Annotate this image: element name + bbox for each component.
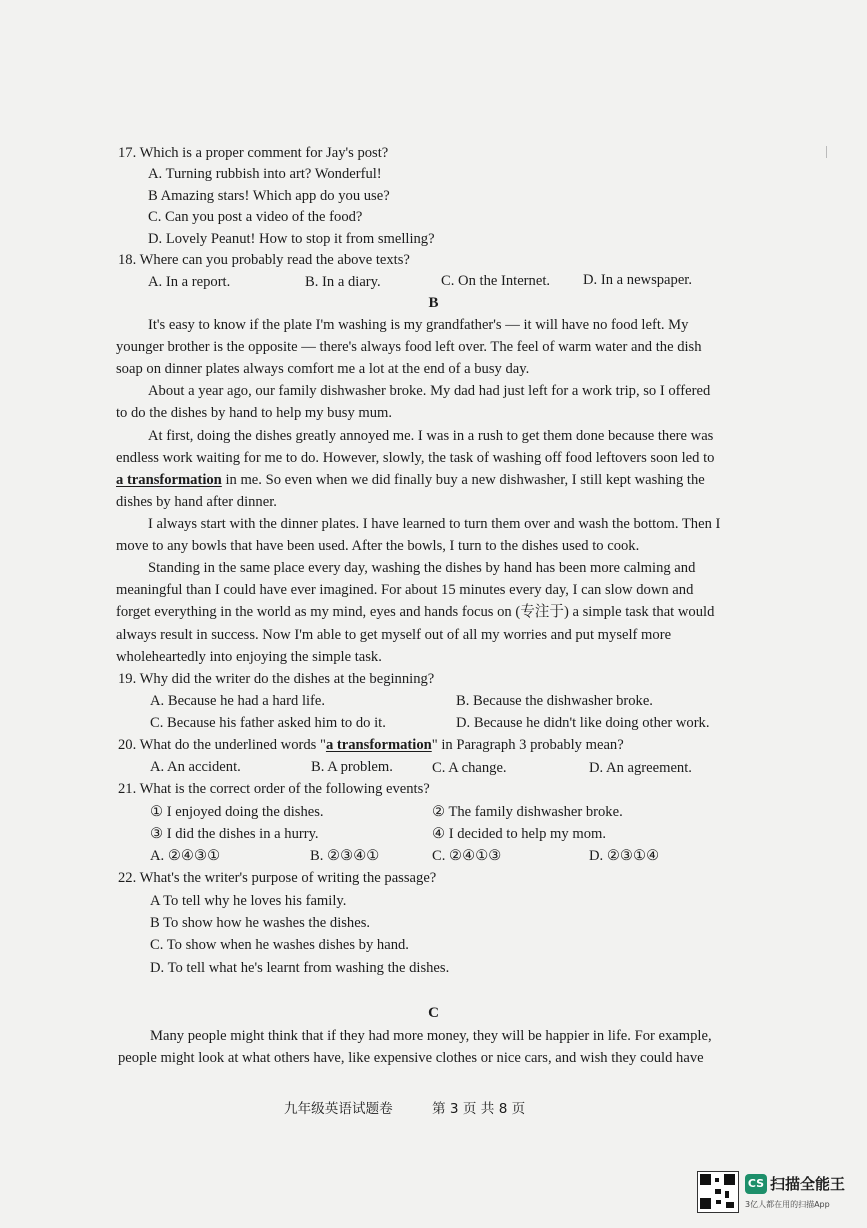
passage-c-line: people might look at what others have, like expensive clothes or nice cars, and wish they could have [118, 1050, 704, 1066]
camscanner-tagline: 3亿人都在用的扫描App [745, 1200, 830, 1209]
passage-b-line: wholeheartedly into enjoying the simple task. [116, 649, 382, 665]
q20-option-d: D. An agreement. [589, 760, 692, 776]
underlined-phrase: a transformation [116, 472, 222, 488]
q19-option-d: D. Because he didn't like doing other work. [456, 715, 710, 731]
section-b-heading: B [428, 295, 439, 311]
q18-stem: 18. Where can you probably read the above texts? [118, 252, 410, 268]
passage-c-line: Many people might think that if they had more money, they will be happier in life. For example, [150, 1028, 712, 1044]
passage-b-line-rest: in me. So even when we did finally buy a new dishwasher, I still kept washing the [225, 472, 705, 488]
camscanner-name: 扫描全能王 [770, 1175, 846, 1193]
passage-b-line: meaningful than I could have ever imagined. For about 15 minutes every day, I can slow down and [116, 582, 694, 598]
q19-option-b: B. Because the dishwasher broke. [456, 693, 653, 709]
q17-option-c: C. Can you post a video of the food? [148, 209, 363, 225]
qr-code-icon [697, 1171, 739, 1213]
q17-stem: 17. Which is a proper comment for Jay's post? [118, 145, 389, 161]
passage-b-line: I always start with the dinner plates. I have learned to turn them over and wash the bottom. Then I [148, 516, 721, 532]
q19-stem: 19. Why did the writer do the dishes at the beginning? [118, 671, 435, 687]
passage-b-line: forget everything in the world as my mind, eyes and hands focus on (专注于) a simple task that would [116, 604, 715, 620]
q21-option-b: B. ②③④① [310, 848, 380, 864]
q17-option-d: D. Lovely Peanut! How to stop it from smelling? [148, 231, 435, 247]
q18-option-d: D. In a newspaper. [583, 272, 693, 288]
q18-option-a: A. In a report. [148, 274, 231, 290]
passage-b-line: About a year ago, our family dishwasher broke. My dad had just left for a work trip, so I offered [148, 383, 711, 399]
q22-option-d: D. To tell what he's learnt from washing the dishes. [150, 960, 450, 976]
q20-option-b: B. A problem. [311, 759, 393, 775]
q21-event-2: ② The family dishwasher broke. [432, 804, 623, 820]
q18-option-b: B. In a diary. [305, 274, 381, 290]
camscanner-logo-icon: CS [745, 1174, 767, 1194]
q17-option-a: A. Turning rubbish into art? Wonderful! [148, 166, 382, 182]
passage-b-line-underlined [116, 471, 705, 489]
q21-event-4: ④ I decided to help my mom. [432, 826, 606, 842]
q19-option-a: A. Because he had a hard life. [150, 693, 326, 709]
scan-mark [826, 146, 827, 158]
passage-b-line: Standing in the same place every day, washing the dishes by hand has been more calming and [148, 560, 696, 576]
q20-stem-post: " in Paragraph 3 probably mean? [431, 737, 624, 753]
q22-stem: 22. What's the writer's purpose of writing the passage? [118, 870, 437, 886]
q20-option-a: A. An accident. [150, 759, 241, 775]
passage-b-line: move to any bowls that have been used. After the bowls, I turn to the dishes used to cook. [116, 538, 640, 554]
passage-b-line: always result in success. Now I'm able to get myself out of all my worries and put myself more [116, 627, 672, 643]
passage-b-line: soap on dinner plates always comfort me a lot at the end of a busy day. [116, 361, 530, 377]
q20-underlined-words: a transformation [325, 737, 432, 753]
section-c-heading: C [428, 1005, 439, 1021]
q21-stem: 21. What is the correct order of the following events? [118, 781, 430, 797]
passage-b-line: endless work waiting for me to do. However, slowly, the task of washing off food leftovers soon led to [116, 450, 715, 466]
passage-b-line: dishes by hand after dinner. [116, 494, 277, 510]
q21-event-3: ③ I did the dishes in a hurry. [150, 826, 319, 842]
q20-stem [118, 736, 624, 754]
passage-b-line: It's easy to know if the plate I'm washing is my grandfather's — it will have no food left. My [148, 317, 689, 333]
q20-stem-pre: 20. What do the underlined words " [118, 737, 326, 753]
q22-option-b: B To show how he washes the dishes. [150, 915, 371, 931]
passage-b-line: younger brother is the opposite — there's always food left over. The feel of warm water and the dish [116, 339, 702, 355]
q19-option-c: C. Because his father asked him to do it. [150, 715, 386, 731]
footer-title: 九年级英语试题卷 [284, 1101, 393, 1117]
q22-option-a: A To tell why he loves his family. [150, 893, 347, 909]
footer-page-number: 第 3 页 共 8 页 [432, 1101, 526, 1117]
passage-b-line: At first, doing the dishes greatly annoyed me. I was in a rush to get them done because there was [148, 428, 714, 444]
q17-option-b: B Amazing stars! Which app do you use? [148, 188, 390, 204]
passage-b-line: to do the dishes by hand to help my busy mum. [116, 405, 393, 421]
q18-option-c: C. On the Internet. [441, 273, 551, 289]
q21-option-c: C. ②④①③ [432, 848, 502, 864]
q22-option-c: C. To show when he washes dishes by hand. [150, 937, 409, 953]
q21-option-a: A. ②④③① [150, 848, 221, 864]
q20-option-c: C. A change. [432, 760, 507, 776]
q21-option-d: D. ②③①④ [589, 848, 660, 864]
q21-event-1: ① I enjoyed doing the dishes. [150, 804, 324, 820]
